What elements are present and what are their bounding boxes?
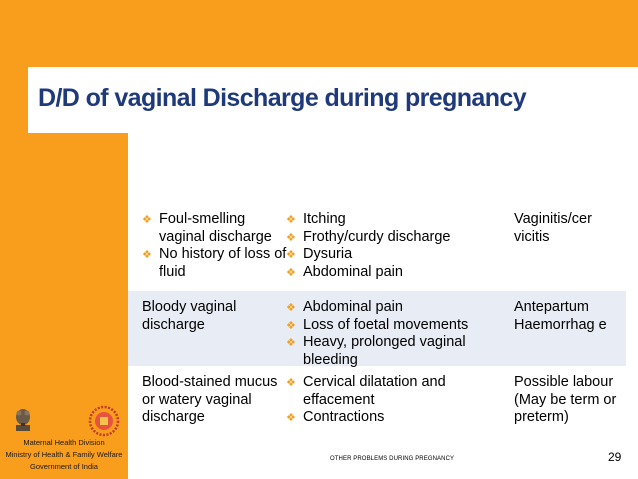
table-row [128,203,626,291]
list-item: ❖ Cervical dilatation and effacement [286,374,446,408]
list-item: ❖ Loss of foetal movements [286,317,508,335]
list-item: ❖ Foul-smelling vaginal discharge [142,211,272,245]
diamond-bullet-icon: ❖ [286,412,296,424]
diamond-bullet-icon: ❖ [286,266,296,279]
differential-diagnosis-table [128,203,626,464]
section-footer: OTHER PROBLEMS DURING PREGNANCY [330,456,455,462]
row2-symptom-cell: Bloody vaginal discharge [142,299,237,333]
row3-features-cell [286,374,508,427]
list-item: ❖ Frothy/curdy discharge [286,229,508,247]
diamond-bullet-icon: ❖ [142,214,152,226]
row2-diagnosis-cell: Antepartum Haemorrhag e [514,299,607,333]
slide-title: D/D of vaginal Discharge during pregnancy [38,84,526,112]
row3-symptom-cell: Blood-stained mucus or watery vaginal discharge [142,374,278,425]
row3-diagnosis-cell: Possible labour (May be term or preterm) [514,374,617,425]
row1-features-cell [286,211,508,281]
diamond-bullet-icon: ❖ [286,319,296,332]
list-item: ❖ Contractions [286,409,508,427]
diamond-bullet-icon: ❖ [286,214,296,226]
row2-features-cell [286,299,508,369]
diamond-bullet-icon: ❖ [286,377,296,389]
list-item: ❖ Dysuria [286,246,508,264]
national-emblem-icon [12,405,34,433]
nrhm-seal-icon [88,405,120,437]
diamond-bullet-icon: ❖ [286,231,296,244]
page-number: 29 [608,450,622,464]
diamond-bullet-icon: ❖ [286,302,296,314]
organization-footer: Maternal Health Division Ministry of Health & Family Welfare Government of India [5,438,123,471]
diamond-bullet-icon: ❖ [286,249,296,261]
table-row [128,366,626,464]
row1-diagnosis-cell: Vaginitis/cer vicitis [514,211,592,245]
row1-symptom-cell [142,211,294,281]
list-item: ❖ Itching [286,211,508,229]
list-item: ❖ Abdominal pain [286,264,508,282]
list-item: ❖ No history of loss of fluid [142,246,287,280]
list-item: ❖ Heavy, prolonged vaginal bleeding [286,334,466,368]
list-item: ❖ Abdominal pain [286,299,508,317]
table-row [128,291,626,366]
diamond-bullet-icon: ❖ [286,337,296,349]
diamond-bullet-icon: ❖ [142,249,152,261]
